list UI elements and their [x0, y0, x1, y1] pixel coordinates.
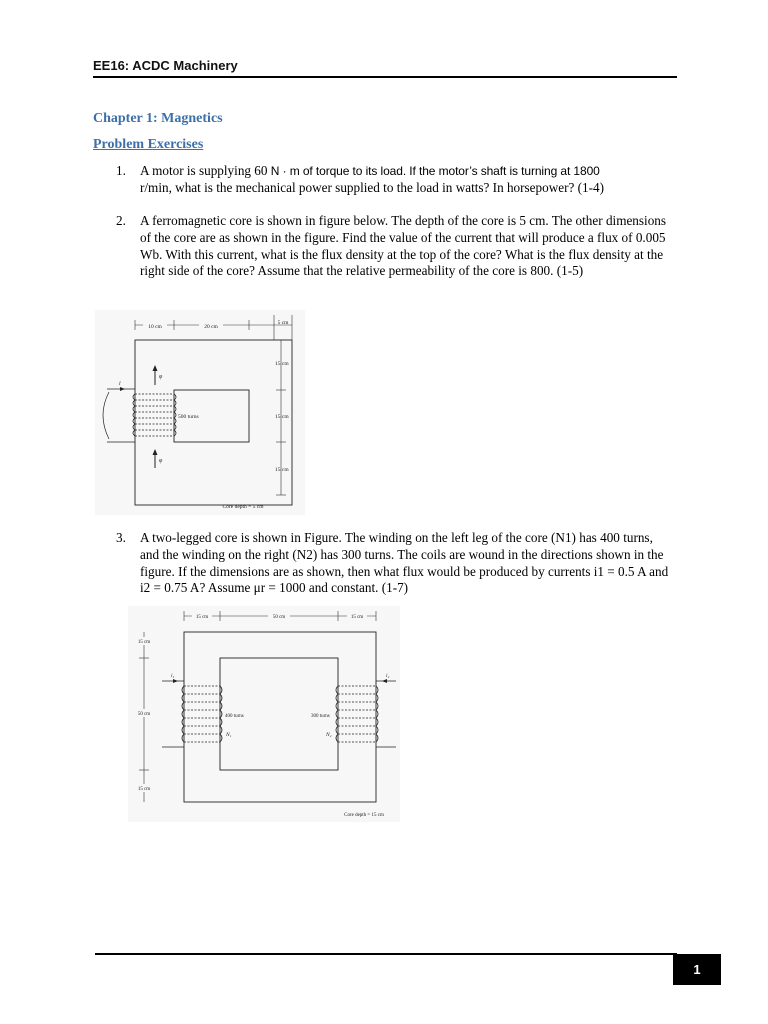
dim-label: 10 cm [148, 324, 162, 330]
problem-1 [116, 163, 672, 197]
winding-label: N₂ [326, 732, 332, 738]
header-divider [93, 76, 677, 78]
problem-number: 1. [116, 163, 126, 178]
winding-label: N₁ [226, 732, 232, 738]
core-depth-label: Core depth = 5 cm [222, 504, 264, 510]
chapter-title: Chapter 1: Magnetics [93, 111, 223, 126]
problem-text: A two-legged core is shown in Figure. The winding on the left leg of the core (N1) has 400 turns, and the winding on the right (N2) has 300 turns. The coils are wound in the directions shown in the figure. If the dimensions are as shown, then what flux would be produced by currents i1 = 0.5 A and i2 = 0.75 A? Assume μr = 1000 and constant. (1-7) [140, 530, 669, 596]
dim-label: 15 cm [275, 361, 289, 367]
turns-label: 400 turns [225, 714, 244, 719]
core-depth-label: Core depth = 15 cm [344, 813, 384, 818]
dim-label: 15 cm [137, 640, 151, 645]
dim-label: 5 cm [277, 320, 289, 326]
problem-number: 2. [116, 213, 126, 228]
problem-2 [116, 213, 672, 280]
problem-text: A motor is supplying 60 [140, 163, 271, 178]
problem-number: 3. [116, 530, 126, 545]
current-label: i [119, 381, 121, 387]
problem-3 [116, 530, 672, 597]
turns-label: 300 turns [311, 714, 330, 719]
figure-ferromagnetic-core [95, 310, 305, 515]
dim-label: 50 cm [137, 712, 151, 717]
problem-text-cont: r/min, what is the mechanical power supplied to the load in watts? In horsepower? (1-4) [140, 179, 604, 195]
current-label: i₂ [386, 673, 390, 679]
figure-two-legged-core [128, 606, 400, 822]
flux-label: φ [159, 374, 163, 380]
document-header-title: EE16: ACDC Machinery [93, 58, 238, 73]
footer-divider [95, 953, 677, 955]
turns-label: 500 turns [178, 414, 199, 420]
dim-label: 15 cm [137, 787, 151, 792]
flux-label: φ [159, 458, 163, 464]
dim-label: 20 cm [204, 324, 218, 330]
section-title: Problem Exercises [93, 137, 204, 152]
page-number: 1 [673, 954, 721, 985]
dim-label: 15 cm [195, 615, 209, 620]
dim-label: 50 cm [272, 615, 286, 620]
current-label: i₁ [171, 673, 175, 679]
problem-text-sans: N · m of torque to its load. If the motor’s shaft is turning at 1800 [270, 164, 600, 178]
dim-label: 15 cm [275, 467, 289, 473]
dim-label: 15 cm [275, 414, 289, 420]
dim-label: 15 cm [350, 615, 364, 620]
problem-text: A ferromagnetic core is shown in figure below. The depth of the core is 5 cm. The other dimensions of the core are as shown in the figure. Find the value of the current that will produce a flux of 0.005 Wb. With this current, what is the flux density at the top of the core? What is the flux density at the right side of the core? Assume that the relative permeability of the core is 800. (1-5) [140, 213, 667, 279]
